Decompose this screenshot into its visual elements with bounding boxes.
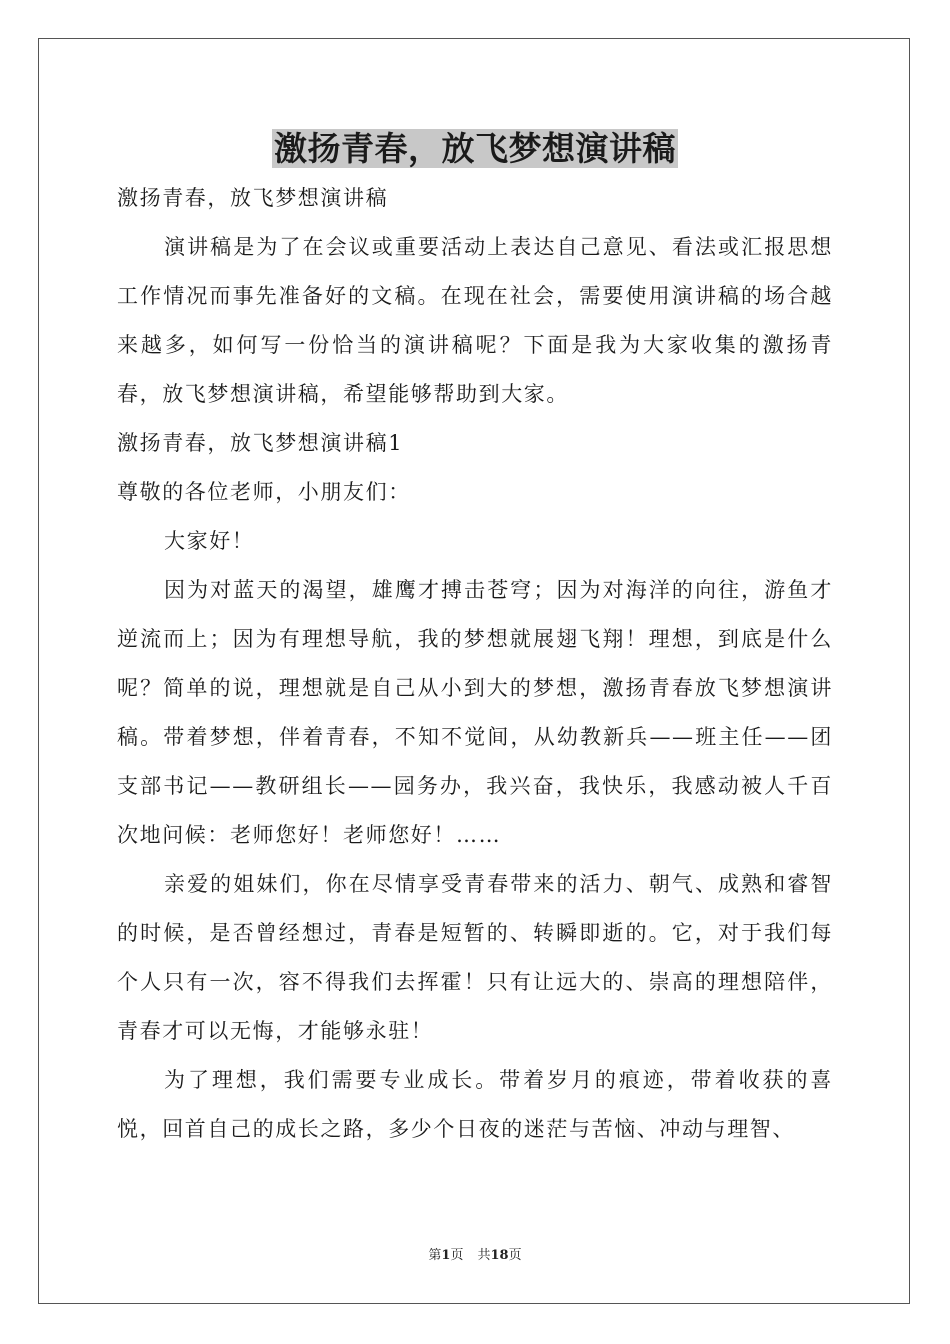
document-title-text: 激扬青春，放飞梦想演讲稿 — [274, 129, 676, 168]
paragraph-body-3: 为了理想，我们需要专业成长。带着岁月的痕迹，带着收获的喜悦，回首自己的成长之路，多少个日夜的迷茫与苦恼、冲动与理智、 — [117, 1068, 833, 1141]
document-title — [117, 124, 833, 174]
footer-total-suffix: 页 — [508, 1248, 522, 1263]
footer-total-pages: 18 — [490, 1248, 509, 1263]
footer-total-prefix: 共 — [477, 1248, 491, 1263]
paragraph-intro: 演讲稿是为了在会议或重要活动上表达自己意见、看法或汇报思想工作情况而事先准备好的文稿。在现在社会，需要使用演讲稿的场合越来越多，如何写一份恰当的演讲稿呢？下面是我为大家收集的激扬青春，放飞梦想演讲稿，希望能够帮助到大家。 — [117, 235, 833, 406]
footer-page-number: 1 — [441, 1248, 451, 1263]
paragraph-body-2: 亲爱的姐妹们，你在尽情享受青春带来的活力、朝气、成熟和睿智的时候，是否曾经想过，青春是短暂的、转瞬即逝的。它，对于我们每个人只有一次，容不得我们去挥霍！只有让远大的、崇高的理想陪伴，青春才可以无悔，才能够永驻！ — [117, 872, 833, 1043]
paragraph-section-heading: 激扬青春，放飞梦想演讲稿1 — [117, 431, 404, 455]
paragraph-salutation: 尊敬的各位老师，小朋友们： — [117, 480, 411, 504]
paragraph-subtitle: 激扬青春，放飞梦想演讲稿 — [117, 186, 389, 210]
paragraph-greeting: 大家好！ — [164, 529, 255, 553]
page-footer — [0, 1246, 950, 1266]
document-body — [117, 174, 833, 1154]
paragraph-body-1: 因为对蓝天的渴望，雄鹰才搏击苍穹；因为对海洋的向往，游鱼才逆流而上；因为有理想导航，我的梦想就展翅飞翔！理想，到底是什么呢？简单的说，理想就是自己从小到大的梦想，激扬青春放飞梦想演讲稿。带着梦想，伴着青春，不知不觉间，从幼教新兵——班主任——团支部书记——教研组长——园务办，我兴奋，我快乐，我感动被人千百次地问候：老师您好！老师您好！…… — [117, 578, 833, 847]
footer-page-suffix: 页 — [450, 1248, 464, 1263]
footer-page-prefix: 第 — [428, 1248, 442, 1263]
